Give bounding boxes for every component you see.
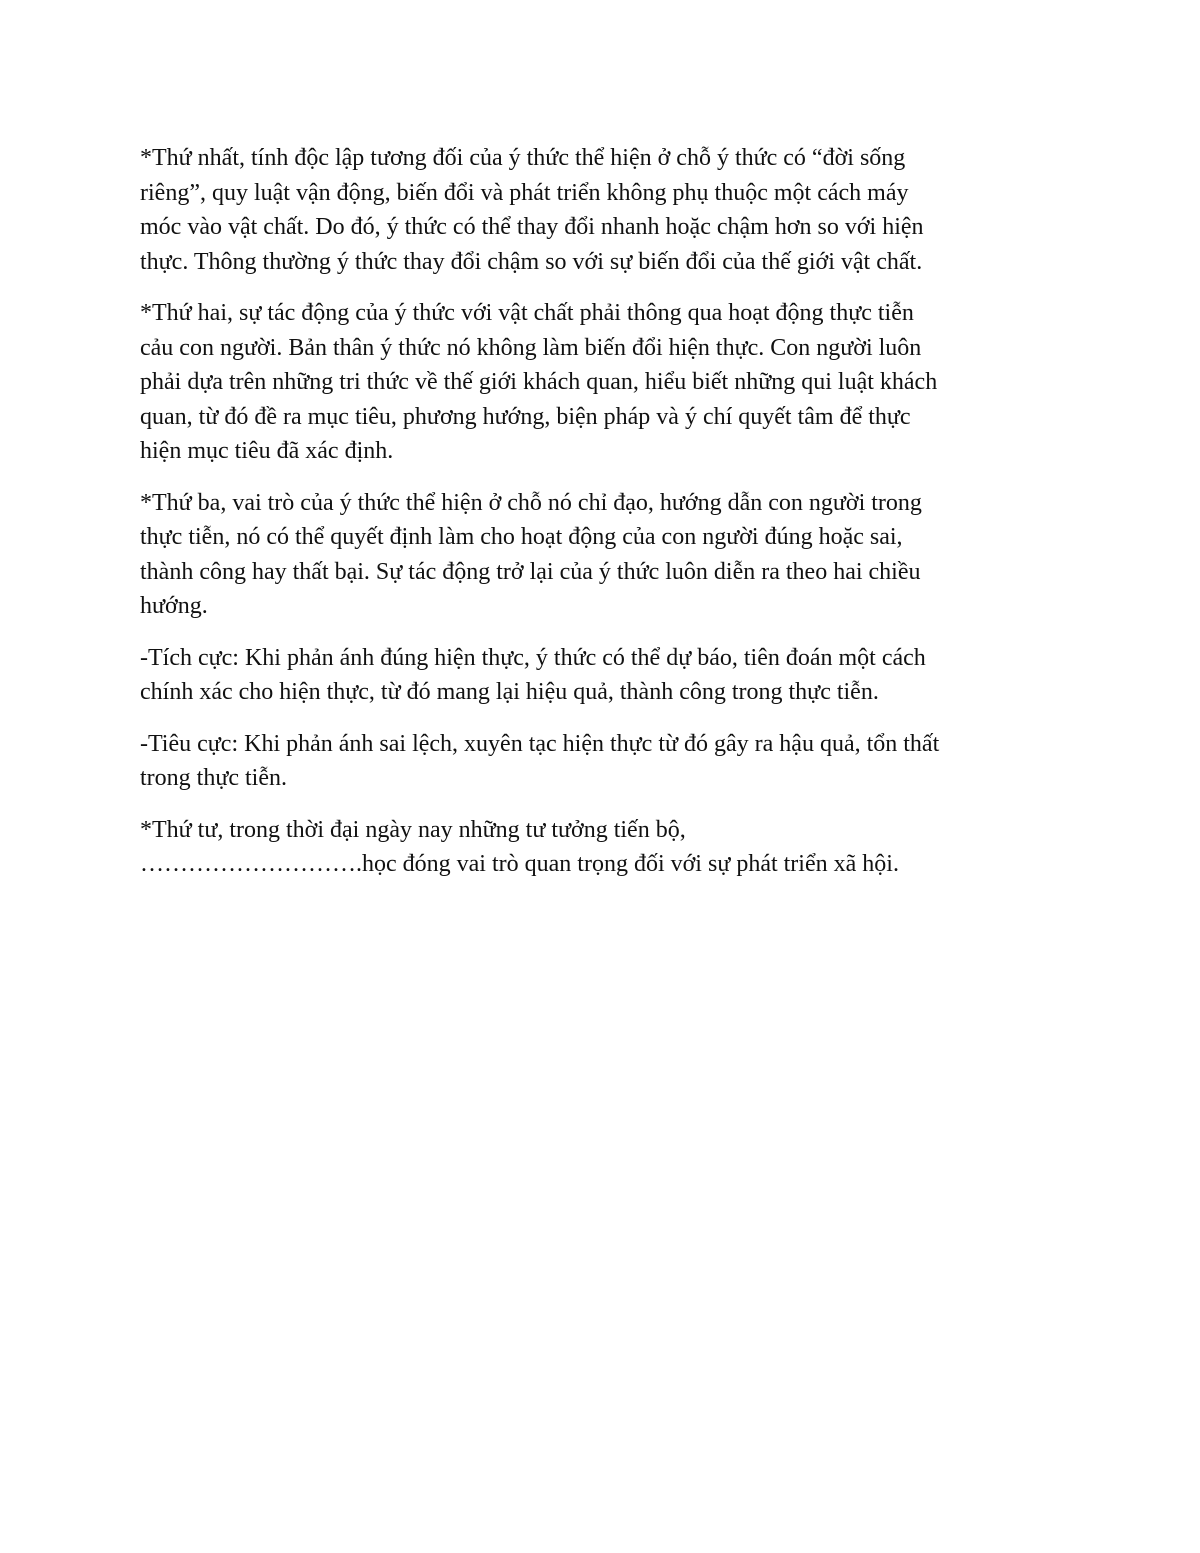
paragraph-third-point: *Thứ ba, vai trò của ý thức thể hiện ở chỗ nó chỉ đạo, hướng dẫn con người trong thực tiễn, nó có thể quyết định làm cho hoạt động của con người đúng hoặc sai, thành công hay thất bại. Sự tác động trở lại của ý thức luôn diễn ra theo hai chiều hướng. bbox=[140, 489, 922, 619]
paragraph-negative: -Tiêu cực: Khi phản ánh sai lệch, xuyên tạc hiện thực từ đó gây ra hậu quả, tổn thất trong thực tiễn. bbox=[140, 730, 940, 791]
paragraph-first-point: *Thứ nhất, tính độc lập tương đối của ý thức thể hiện ở chỗ ý thức có “đời sống riêng”, quy luật vận động, biến đổi và phát triển không phụ thuộc một cách máy móc vào vật chất. Do đó, ý thức có thể thay đổi nhanh hoặc chậm hơn so với hiện thực. Thông thường ý thức thay đổi chậm so với sự biến đổi của thế giới vật chất. bbox=[140, 145, 924, 275]
paragraph-fourth-point: *Thứ tư, trong thời đại ngày nay những tư tưởng tiến bộ, ……………………….học đóng vai trò quan trọng đối với sự phát triển xã hội. bbox=[140, 816, 899, 877]
paragraph-second-point: *Thứ hai, sự tác động của ý thức với vật chất phải thông qua hoạt động thực tiễn cảu con người. Bản thân ý thức nó không làm biến đổi hiện thực. Con người luôn phải dựa trên những tri thức về thế giới khách quan, hiểu biết những qui luật khách quan, từ đó đề ra mục tiêu, phương hướng, biện pháp và ý chí quyết tâm để thực hiện mục tiêu đã xác định. bbox=[140, 300, 938, 464]
document-body bbox=[140, 141, 1065, 899]
paragraph-positive: -Tích cực: Khi phản ánh đúng hiện thực, ý thức có thể dự báo, tiên đoán một cách chính xác cho hiện thực, từ đó mang lại hiệu quả, thành công trong thực tiễn. bbox=[140, 644, 926, 705]
